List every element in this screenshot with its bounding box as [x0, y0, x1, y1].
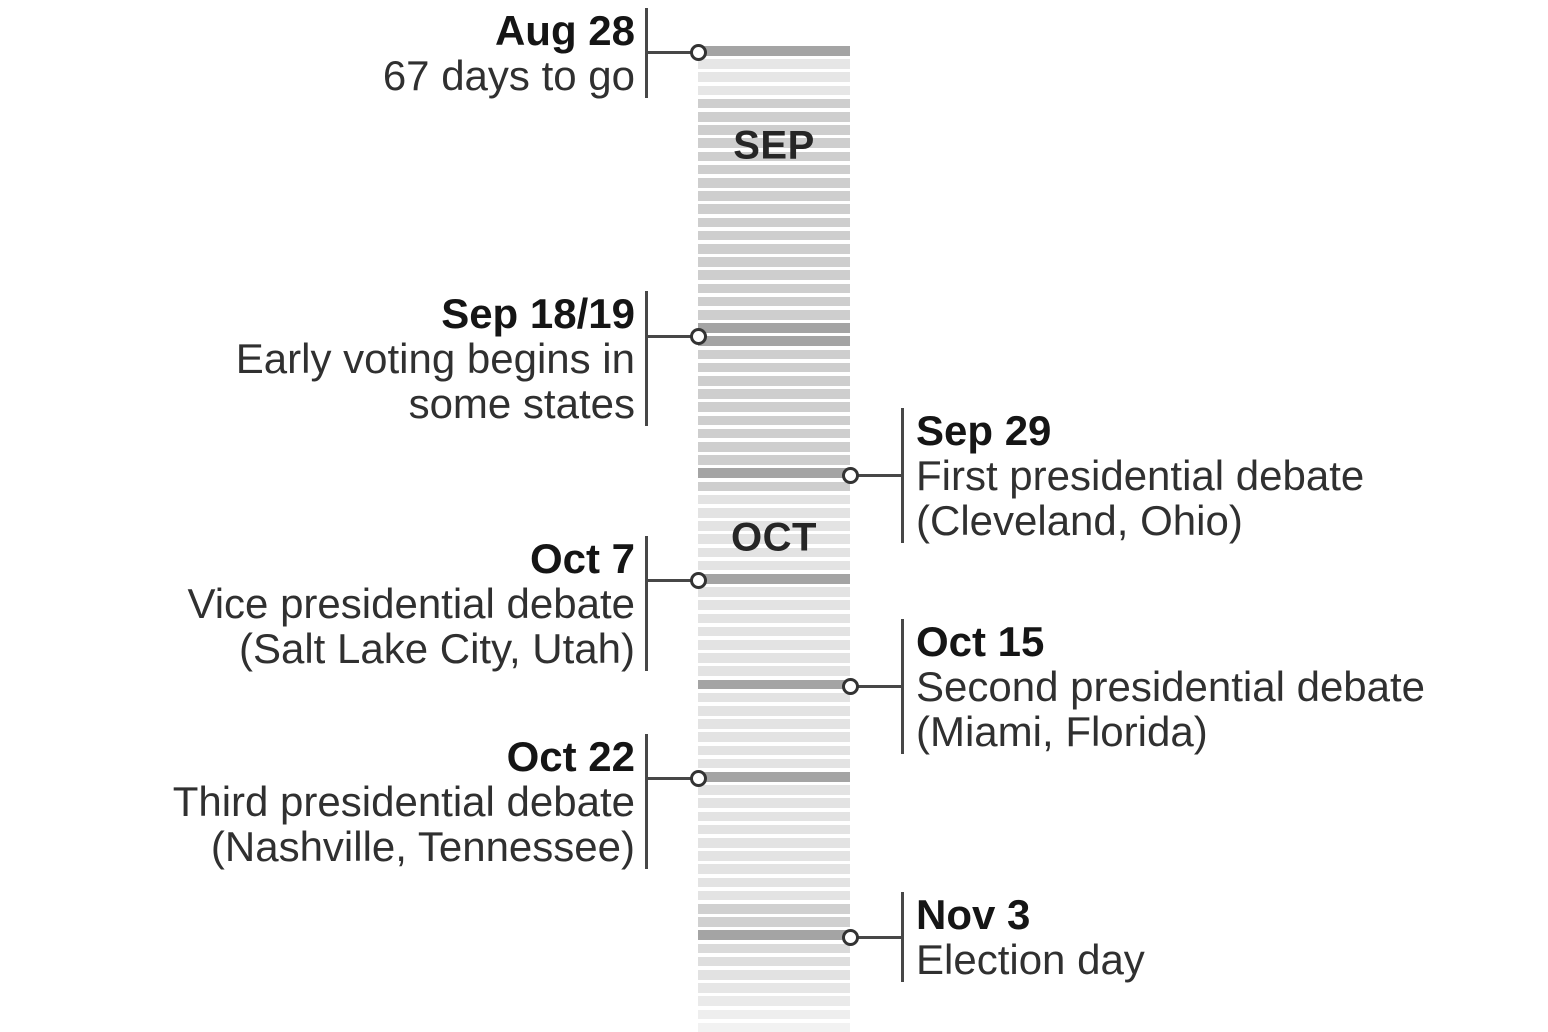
day-stripe	[698, 878, 850, 888]
event-desc-line: 67 days to go	[382, 51, 635, 99]
day-stripe	[698, 72, 850, 82]
event-marker-circle	[690, 44, 707, 61]
event-desc-line: Election day	[916, 936, 1145, 983]
day-stripe	[698, 191, 850, 201]
event-text	[916, 892, 1145, 982]
event-text	[916, 408, 1364, 543]
day-stripe	[698, 1023, 850, 1032]
day-stripe	[698, 719, 850, 729]
day-stripe	[698, 891, 850, 901]
day-stripe	[698, 574, 850, 584]
day-stripe	[698, 983, 850, 993]
event-desc-line: Second presidential debate	[916, 662, 1426, 710]
day-stripe	[698, 996, 850, 1006]
day-stripe	[698, 812, 850, 822]
event-marker-circle	[690, 328, 707, 345]
day-stripe	[698, 310, 850, 320]
day-stripe	[698, 798, 850, 808]
day-stripe	[698, 772, 850, 782]
event-text	[187, 536, 635, 671]
day-stripe	[698, 389, 850, 399]
day-stripe	[698, 336, 850, 346]
event-tick	[645, 536, 648, 671]
event-date: Oct 22	[506, 732, 635, 780]
day-stripe	[698, 653, 850, 663]
day-stripe	[698, 270, 850, 280]
event-tick	[645, 8, 648, 98]
day-stripe	[698, 468, 850, 478]
event-marker-circle	[842, 678, 859, 695]
event-date: Sep 29	[916, 406, 1052, 454]
month-label-oct: OCT	[731, 515, 817, 560]
day-stripe	[698, 627, 850, 637]
day-stripe	[698, 561, 850, 571]
day-stripe	[698, 614, 850, 624]
day-stripe	[698, 46, 850, 56]
day-stripe	[698, 402, 850, 412]
day-stripe	[698, 482, 850, 492]
event-text	[236, 291, 635, 426]
event-desc-line: Early voting begins in	[235, 335, 635, 383]
event-marker-circle	[842, 467, 859, 484]
day-stripe	[698, 231, 850, 241]
event-annotation	[901, 619, 1425, 754]
event-desc-line: Vice presidential debate	[187, 579, 635, 627]
event-desc-line: (Salt Lake City, Utah)	[238, 624, 635, 672]
day-stripe	[698, 178, 850, 188]
event-marker-circle	[842, 929, 859, 946]
event-date: Oct 7	[529, 534, 635, 582]
day-stripe	[698, 680, 850, 690]
day-stripe	[698, 759, 850, 769]
event-tick	[645, 734, 648, 869]
event-tick	[901, 619, 904, 754]
day-stripe	[698, 86, 850, 96]
day-stripe	[698, 363, 850, 373]
day-stripe	[698, 785, 850, 795]
day-stripe	[698, 600, 850, 610]
event-desc-line: (Cleveland, Ohio)	[916, 496, 1243, 544]
day-stripe	[698, 376, 850, 386]
day-stripe	[698, 429, 850, 439]
month-label-sep: SEP	[733, 123, 815, 168]
day-stripe	[698, 587, 850, 597]
day-stripe	[698, 838, 850, 848]
day-stripe	[698, 284, 850, 294]
event-tick	[645, 291, 648, 426]
event-desc-line: Third presidential debate	[172, 777, 635, 825]
event-annotation	[901, 892, 1145, 982]
day-stripe	[698, 99, 850, 109]
day-stripe	[698, 1010, 850, 1020]
day-stripe	[698, 495, 850, 505]
event-date: Oct 15	[916, 617, 1045, 665]
event-desc-line: (Miami, Florida)	[916, 707, 1208, 755]
day-stripe	[698, 930, 850, 940]
day-stripe	[698, 297, 850, 307]
day-stripe	[698, 442, 850, 452]
day-stripe	[698, 416, 850, 426]
day-stripe	[698, 323, 850, 333]
event-marker-circle	[690, 572, 707, 589]
day-stripe	[698, 732, 850, 742]
day-stripe	[698, 693, 850, 703]
day-stripe	[698, 746, 850, 756]
day-stripe	[698, 666, 850, 676]
event-desc-line: some states	[408, 380, 635, 428]
day-stripe	[698, 957, 850, 967]
day-stripe	[698, 904, 850, 914]
day-stripe	[698, 864, 850, 874]
event-text	[916, 619, 1425, 754]
day-stripe	[698, 944, 850, 954]
event-annotation	[173, 734, 648, 869]
day-stripe	[698, 917, 850, 927]
day-stripe	[698, 244, 850, 254]
day-stripe	[698, 706, 850, 716]
event-desc-line: (Nashville, Tennessee)	[210, 822, 635, 870]
day-stripe	[698, 59, 850, 69]
day-stripe	[698, 218, 850, 228]
day-stripe	[698, 350, 850, 360]
event-tick	[901, 408, 904, 543]
day-stripe	[698, 851, 850, 861]
event-date: Aug 28	[494, 6, 635, 54]
event-annotation	[901, 408, 1364, 543]
event-date: Sep 18/19	[441, 290, 635, 338]
day-stripe	[698, 640, 850, 650]
event-tick	[901, 892, 904, 982]
event-text	[173, 734, 635, 869]
event-annotation	[383, 8, 648, 98]
event-marker-circle	[690, 770, 707, 787]
day-stripe	[698, 257, 850, 267]
day-stripe	[698, 204, 850, 214]
day-stripe	[698, 112, 850, 122]
event-date: Nov 3	[916, 891, 1031, 938]
day-stripe	[698, 970, 850, 980]
day-stripe	[698, 825, 850, 835]
event-desc-line: First presidential debate	[916, 451, 1365, 499]
event-text	[383, 8, 635, 98]
event-annotation	[187, 536, 648, 671]
event-annotation	[236, 291, 648, 426]
day-stripe	[698, 455, 850, 465]
